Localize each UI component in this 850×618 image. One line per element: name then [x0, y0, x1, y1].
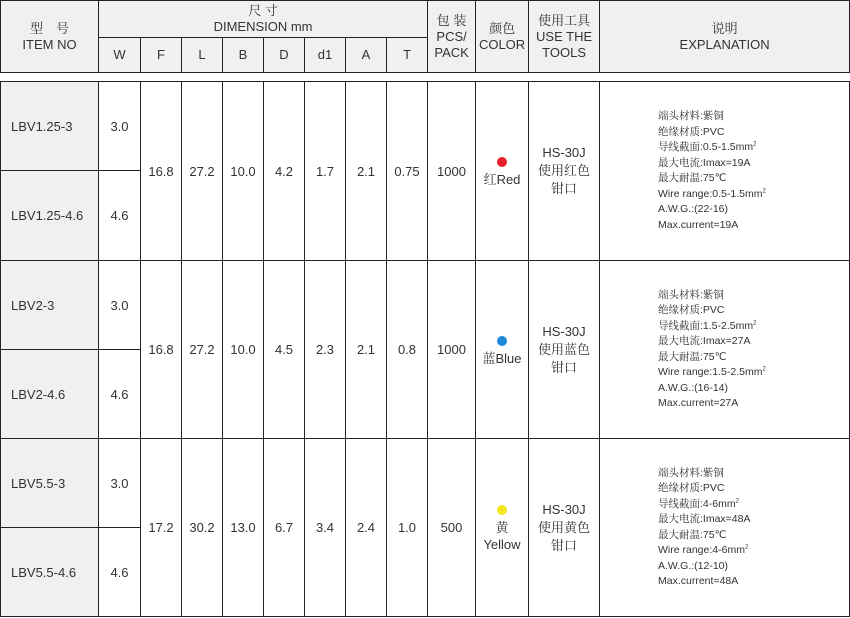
table-row	[1, 261, 850, 350]
explanation-cell: 端头材料:紫铜 绝缘材质:PVC 导线截面$:4-6mm^2$ 最大电流:Imax=48A 最大耐温:75℃ Wire $range:4-6mm^2$ A.W.G.:(12-10) Max.current=48A	[600, 439, 850, 617]
header-tools: 使用工具 USE THE TOOLS	[529, 1, 600, 73]
table-row	[1, 82, 850, 171]
header-col-l: L	[182, 38, 223, 73]
color-label: 红Red	[483, 172, 521, 187]
header-color: 颜色 COLOR	[476, 1, 529, 73]
pack-qty: 500	[428, 439, 476, 617]
dim-f: 17.2	[141, 439, 182, 617]
dim-b: 13.0	[223, 439, 264, 617]
dim-f: 16.8	[141, 261, 182, 439]
explanation-cell: 端头材料:紫铜 绝缘材质:PVC 导线截面$:1.5-2.5mm^2$ 最大电流:Imax=27A 最大耐温:75℃ Wire $range:1.5-2.5mm^2$ A.W.G.:(16-14) Max.current=27A	[600, 261, 850, 439]
dim-w: 4.6	[99, 350, 141, 439]
dim-d: 6.7	[264, 439, 305, 617]
header-col-d1: d1	[305, 38, 346, 73]
item-name: LBV1.25-4.6	[1, 171, 99, 261]
dim-f: 16.8	[141, 82, 182, 261]
explanation-cell: 端头材料:紫铜 绝缘材质:PVC 导线截面$:0.5-1.5mm^2$ 最大电流:Imax=19A 最大耐温:75℃ Wire $range:0.5-1.5mm^2$ A.W.G.:(22-16) Max.current=19A	[600, 82, 850, 261]
table-row	[1, 439, 850, 528]
dim-d: 4.5	[264, 261, 305, 439]
dim-a: 2.4	[346, 439, 387, 617]
color-cell	[476, 439, 529, 617]
dim-t: 0.75	[387, 82, 428, 261]
color-label: 蓝Blue	[482, 350, 522, 366]
dim-a: 2.1	[346, 82, 387, 261]
dim-b: 10.0	[223, 82, 264, 261]
dim-l: 27.2	[182, 82, 223, 261]
header-col-w: W	[99, 38, 141, 73]
item-name: LBV2-3	[1, 261, 99, 350]
dim-w: 3.0	[99, 439, 141, 528]
color-dot-icon	[497, 505, 507, 515]
color-cell	[476, 82, 529, 261]
header-col-a: A	[346, 38, 387, 73]
header-col-d: D	[264, 38, 305, 73]
color-dot-icon	[497, 336, 507, 346]
header-col-t: T	[387, 38, 428, 73]
dim-w: 4.6	[99, 171, 141, 261]
tool-cell: HS-30J 使用蓝色 钳口	[529, 261, 600, 439]
dim-t: 0.8	[387, 261, 428, 439]
tool-cell: HS-30J 使用红色 钳口	[529, 82, 600, 261]
item-name: LBV2-4.6	[1, 350, 99, 439]
dim-d: 4.2	[264, 82, 305, 261]
header-pack: 包 装 PCS/ PACK	[428, 1, 476, 73]
item-name: LBV5.5-3	[1, 439, 99, 528]
color-cell	[476, 261, 529, 439]
color-label-en: Yellow	[483, 537, 521, 552]
dim-w: 3.0	[99, 82, 141, 171]
header-col-f: F	[141, 38, 182, 73]
header-table	[0, 0, 850, 73]
dim-d1: 2.3	[305, 261, 346, 439]
header-dimension: 尺 寸 DIMENSION mm	[99, 1, 428, 38]
item-name: LBV1.25-3	[1, 82, 99, 171]
pack-qty: 1000	[428, 82, 476, 261]
color-dot-icon	[497, 157, 507, 167]
header-item-no: 型 号 ITEM NO	[1, 1, 99, 73]
dim-a: 2.1	[346, 261, 387, 439]
dim-l: 27.2	[182, 261, 223, 439]
tool-cell: HS-30J 使用黄色 钳口	[529, 439, 600, 617]
pack-qty: 1000	[428, 261, 476, 439]
header-explanation: 说明 EXPLANATION	[600, 1, 850, 73]
dim-l: 30.2	[182, 439, 223, 617]
dim-t: 1.0	[387, 439, 428, 617]
color-label: 黄	[495, 520, 509, 535]
item-name: LBV5.5-4.6	[1, 528, 99, 617]
dim-d1: 3.4	[305, 439, 346, 617]
dim-d1: 1.7	[305, 82, 346, 261]
dim-b: 10.0	[223, 261, 264, 439]
header-col-b: B	[223, 38, 264, 73]
dim-w: 3.0	[99, 261, 141, 350]
dim-w: 4.6	[99, 528, 141, 617]
spec-table	[0, 81, 850, 617]
